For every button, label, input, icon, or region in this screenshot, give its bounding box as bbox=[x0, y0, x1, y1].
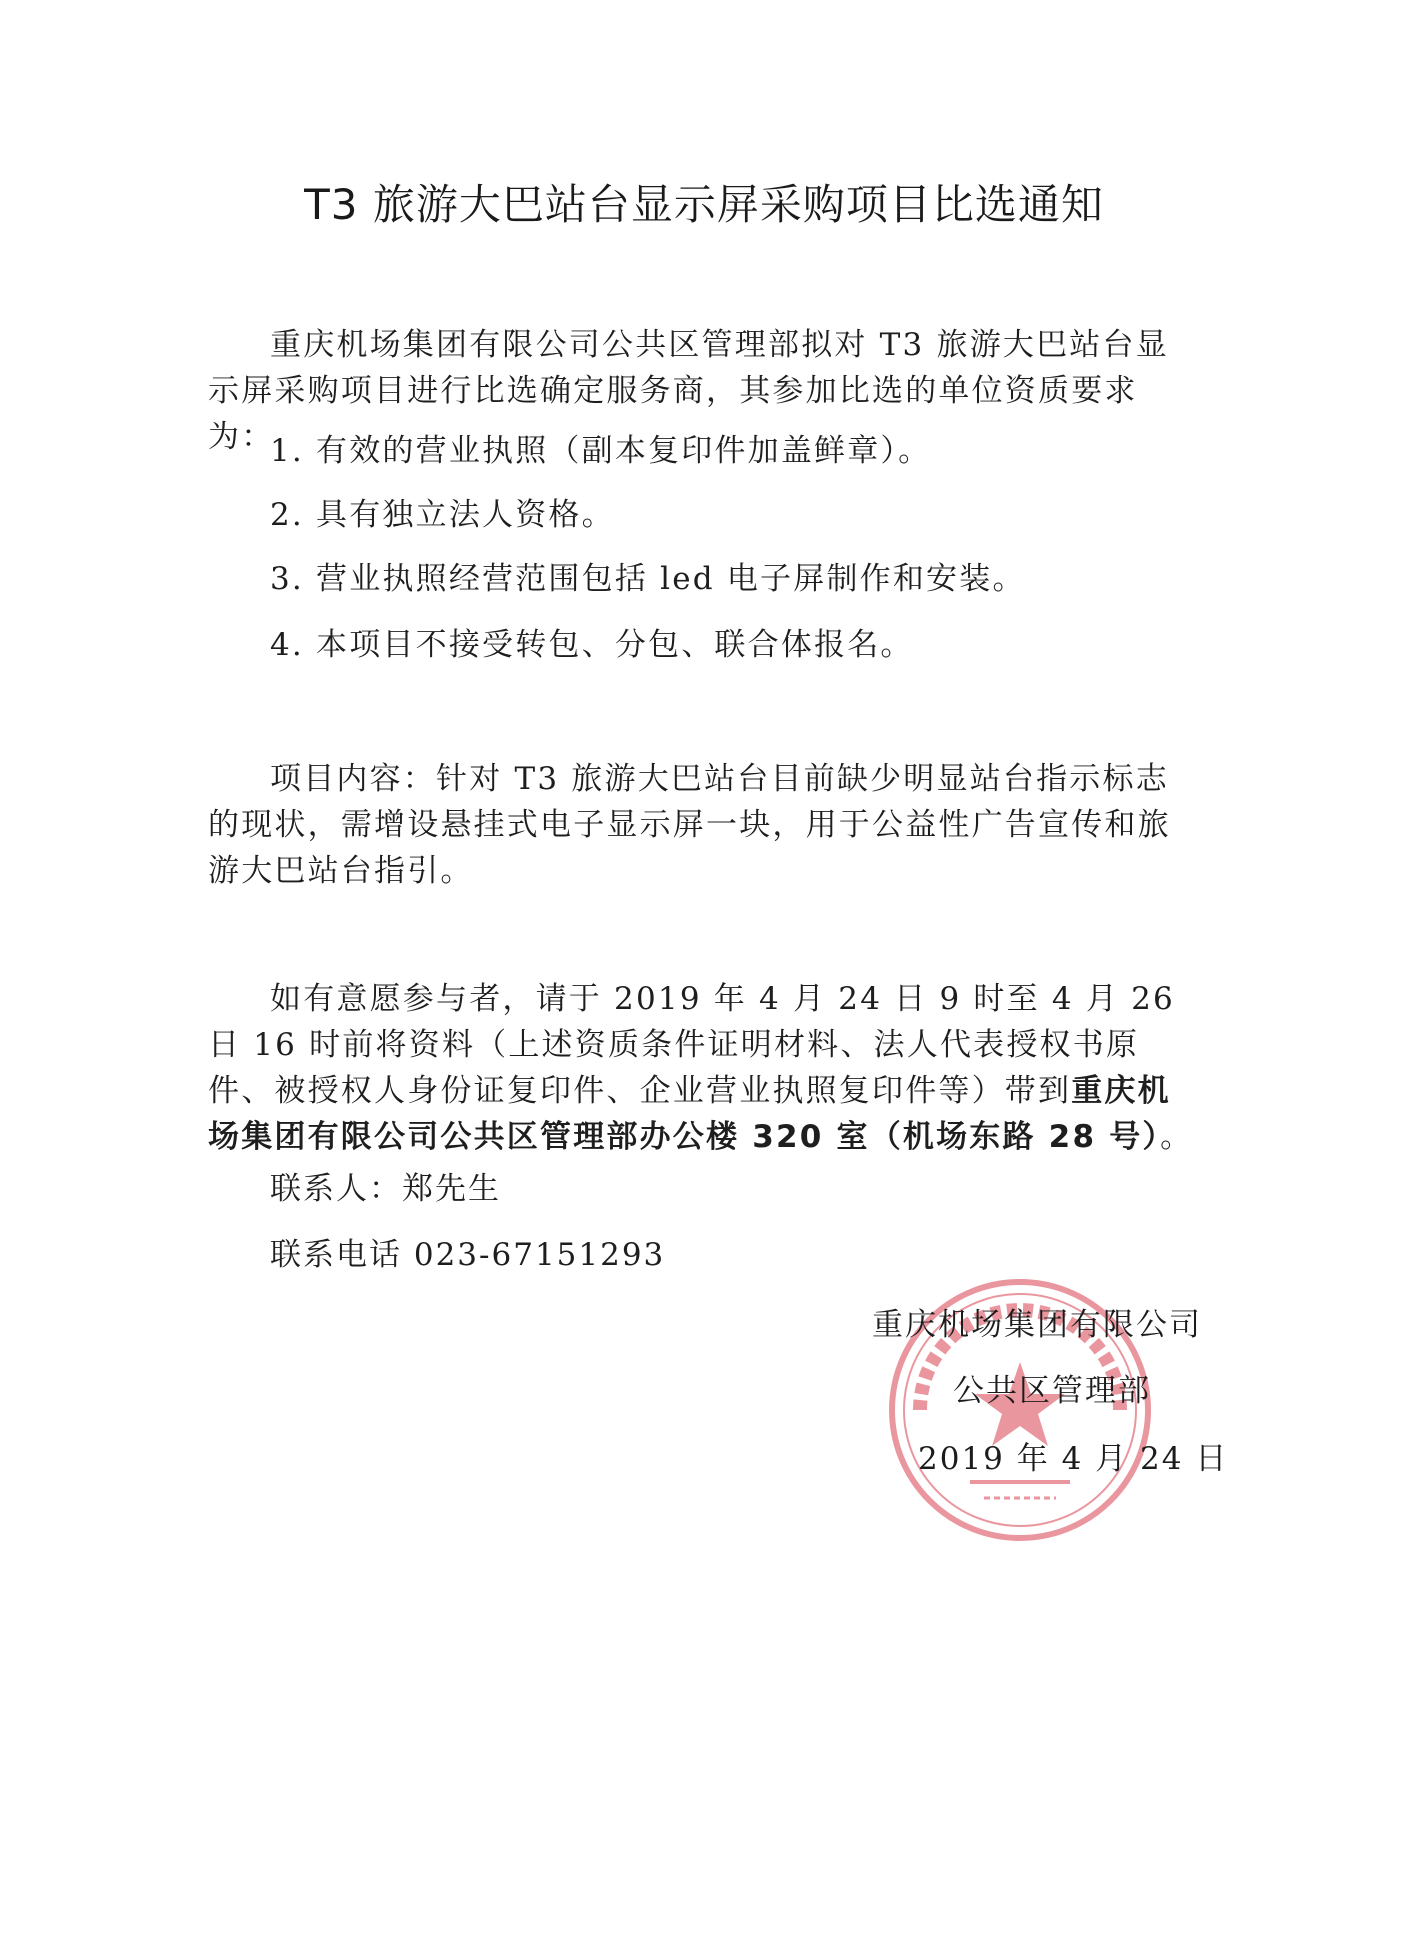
signature-company: 重庆机场集团有限公司 bbox=[872, 1307, 1202, 1343]
signature-date: 2019 年 4 月 24 日 bbox=[918, 1441, 1229, 1477]
submission-paragraph bbox=[208, 976, 1198, 1160]
requirement-item-3: 3. 营业执照经营范围包括 led 电子屏制作和安装。 bbox=[270, 561, 1026, 597]
intro-paragraph: 重庆机场集团有限公司公共区管理部拟对 T3 旅游大巴站台显示屏采购项目进行比选确定服务商，其参加比选的单位资质要求为： bbox=[208, 327, 1169, 455]
requirement-item-2: 2. 具有独立法人资格。 bbox=[270, 497, 615, 533]
contact-phone: 联系电话 023-67151293 bbox=[270, 1237, 666, 1273]
signature-department: 公共区管理部 bbox=[953, 1373, 1151, 1409]
page-title: T3 旅游大巴站台显示屏采购项目比选通知 bbox=[304, 180, 1104, 229]
submission-location: 重庆机场集团有限公司公共区管理部办公楼 320 室（机场东路 28 号） bbox=[208, 1073, 1171, 1155]
contact-person: 联系人：郑先生 bbox=[270, 1171, 501, 1207]
requirement-item-1: 1. 有效的营业执照（副本复印件加盖鲜章）。 bbox=[270, 433, 932, 469]
requirement-item-4: 4. 本项目不接受转包、分包、联合体报名。 bbox=[270, 627, 914, 663]
submission-end: 。 bbox=[1160, 1119, 1194, 1155]
project-content-paragraph: 项目内容：针对 T3 旅游大巴站台目前缺少明显站台指示标志的现状，需增设悬挂式电子显示屏一块，用于公益性广告宣传和旅游大巴站台指引。 bbox=[208, 761, 1171, 889]
submission-text: 如有意愿参与者，请于 2019 年 4 月 24 日 9 时至 4 月 26 日 16 时前将资料（上述资质条件证明材料、法人代表授权书原件、被授权人身份证复印件、企业营业执照复印件等）带到 bbox=[208, 981, 1175, 1109]
